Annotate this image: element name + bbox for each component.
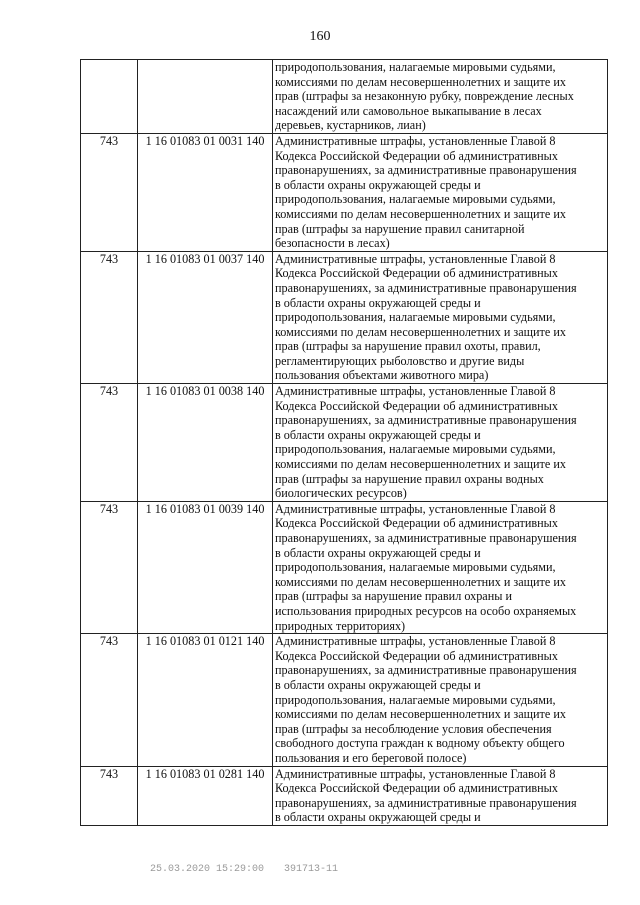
budget-code-cell: 1 16 01083 01 0039 140 (138, 501, 273, 633)
description-line: безопасности в лесах) (275, 236, 390, 251)
description-line: прав (штрафы за несоблюдение условия обеспечения (275, 721, 552, 736)
description-line: правонарушениях, за административные правонарушения (275, 531, 577, 545)
description-line: регламентирующих рыболовство и другие виды (275, 353, 525, 368)
description-line: правонарушениях, за административные правонарушения (275, 280, 577, 295)
description-line: природопользования, налагаемые мировыми судьями, (275, 560, 556, 575)
description-line: использования природных ресурсов на особо охраняемых (275, 603, 577, 618)
budget-code-cell: 1 16 01083 01 0038 140 (138, 384, 273, 502)
description-line: прав (штрафы за нарушение правил санитарной (275, 221, 525, 236)
description-line: комиссиями по делам несовершеннолетних и защите их (275, 74, 566, 89)
description-line: в области охраны окружающей среды и (275, 177, 481, 192)
admin-code-cell: 743 (81, 766, 138, 825)
description-line: в области охраны окружающей среды и (275, 427, 481, 442)
description-cell (273, 133, 608, 251)
description-line: комиссиями по делам несовершеннолетних и защите их (275, 206, 566, 221)
description-line: насаждений или самовольное выкапывание в лесах (275, 103, 542, 118)
fees-table-body (81, 60, 608, 826)
table-row (81, 133, 608, 251)
description-line: прав (штрафы за нарушение правил охраны и (275, 589, 513, 604)
budget-code-cell: 1 16 01083 01 0037 140 (138, 251, 273, 383)
description-line: природопользования, налагаемые мировыми судьями, (275, 692, 556, 707)
description-line: пользования объектами животного мира) (275, 368, 489, 383)
description-line: правонарушениях, за административные правонарушения (275, 795, 577, 810)
description-line: Административные штрафы, установленные Главой 8 (275, 766, 556, 781)
description-line: Административные штрафы, установленные Главой 8 (275, 251, 556, 266)
description-line: в области охраны окружающей среды и (275, 295, 481, 310)
description-line: комиссиями по делам несовершеннолетних и защите их (275, 707, 566, 722)
description-cell (273, 766, 608, 825)
table-row (81, 634, 608, 766)
description-line: Административные штрафы, установленные Главой 8 (275, 384, 556, 399)
description-line: Административные штрафы, установленные Главой 8 (275, 133, 556, 148)
description-line: правонарушениях, за административные правонарушения (275, 413, 577, 428)
description-line: прав (штрафы за незаконную рубку, повреждение лесных (275, 89, 574, 104)
budget-code-cell: 1 16 01083 01 0281 140 (138, 766, 273, 825)
description-cell (273, 251, 608, 383)
timestamp-stamp: 25.03.2020 15:29:00 (150, 864, 265, 875)
table-row (81, 251, 608, 383)
admin-code-cell: 743 (81, 251, 138, 383)
admin-code-cell: 743 (81, 501, 138, 633)
admin-code-cell: 743 (81, 384, 138, 502)
description-cell (273, 634, 608, 766)
description-line: деревьев, кустарников, лиан) (275, 118, 426, 133)
table-row (81, 501, 608, 633)
description-line: Кодекса Российской Федерации об административных (275, 266, 558, 281)
description-line: Кодекса Российской Федерации об административных (275, 781, 558, 796)
description-line: в области охраны окружающей среды и (275, 677, 481, 692)
description-line: Кодекса Российской Федерации об административных (275, 398, 558, 413)
budget-code-cell (138, 60, 273, 134)
description-line: в области охраны окружающей среды и (275, 545, 481, 560)
description-line: прав (штрафы за нарушение правил охоты, правил, (275, 339, 541, 354)
description-line: пользования и его береговой полосе) (275, 750, 467, 765)
description-line: Административные штрафы, установленные Главой 8 (275, 501, 556, 516)
description-line: природных территориях) (275, 618, 406, 633)
table-row (81, 60, 608, 134)
admin-code-cell: 743 (81, 634, 138, 766)
description-line: комиссиями по делам несовершеннолетних и защите их (275, 457, 566, 472)
page-number: 160 (309, 29, 331, 44)
description-line: свободного доступа граждан к водному объекту общего (275, 736, 565, 751)
description-cell (273, 60, 608, 134)
fees-table (80, 59, 608, 826)
description-line: комиссиями по делам несовершеннолетних и защите их (275, 574, 566, 589)
description-line: природопользования, налагаемые мировыми судьями, (275, 192, 556, 207)
table-row (81, 384, 608, 502)
description-line: Кодекса Российской Федерации об административных (275, 516, 558, 531)
description-line: биологических ресурсов) (275, 486, 407, 501)
description-line: природопользования, налагаемые мировыми судьями, (275, 60, 556, 74)
description-line: природопользования, налагаемые мировыми судьями, (275, 442, 556, 457)
admin-code-cell (81, 60, 138, 134)
budget-code-cell: 1 16 01083 01 0031 140 (138, 133, 273, 251)
budget-code-cell: 1 16 01083 01 0121 140 (138, 634, 273, 766)
description-line: правонарушениях, за административные правонарушения (275, 163, 577, 178)
description-line: прав (штрафы за нарушение правил охраны водных (275, 471, 544, 486)
description-line: природопользования, налагаемые мировыми судьями, (275, 310, 556, 325)
description-line: Кодекса Российской Федерации об административных (275, 148, 558, 163)
description-line: правонарушениях, за административные правонарушения (275, 663, 577, 678)
admin-code-cell: 743 (81, 133, 138, 251)
table-row (81, 766, 608, 825)
description-line: в области охраны окружающей среды и (275, 810, 481, 825)
description-line: комиссиями по делам несовершеннолетних и защите их (275, 324, 566, 339)
document-number: 391713-11 (284, 864, 339, 875)
description-cell (273, 384, 608, 502)
description-line: Кодекса Российской Федерации об административных (275, 648, 558, 663)
description-cell (273, 501, 608, 633)
description-line: Административные штрафы, установленные Главой 8 (275, 634, 556, 649)
